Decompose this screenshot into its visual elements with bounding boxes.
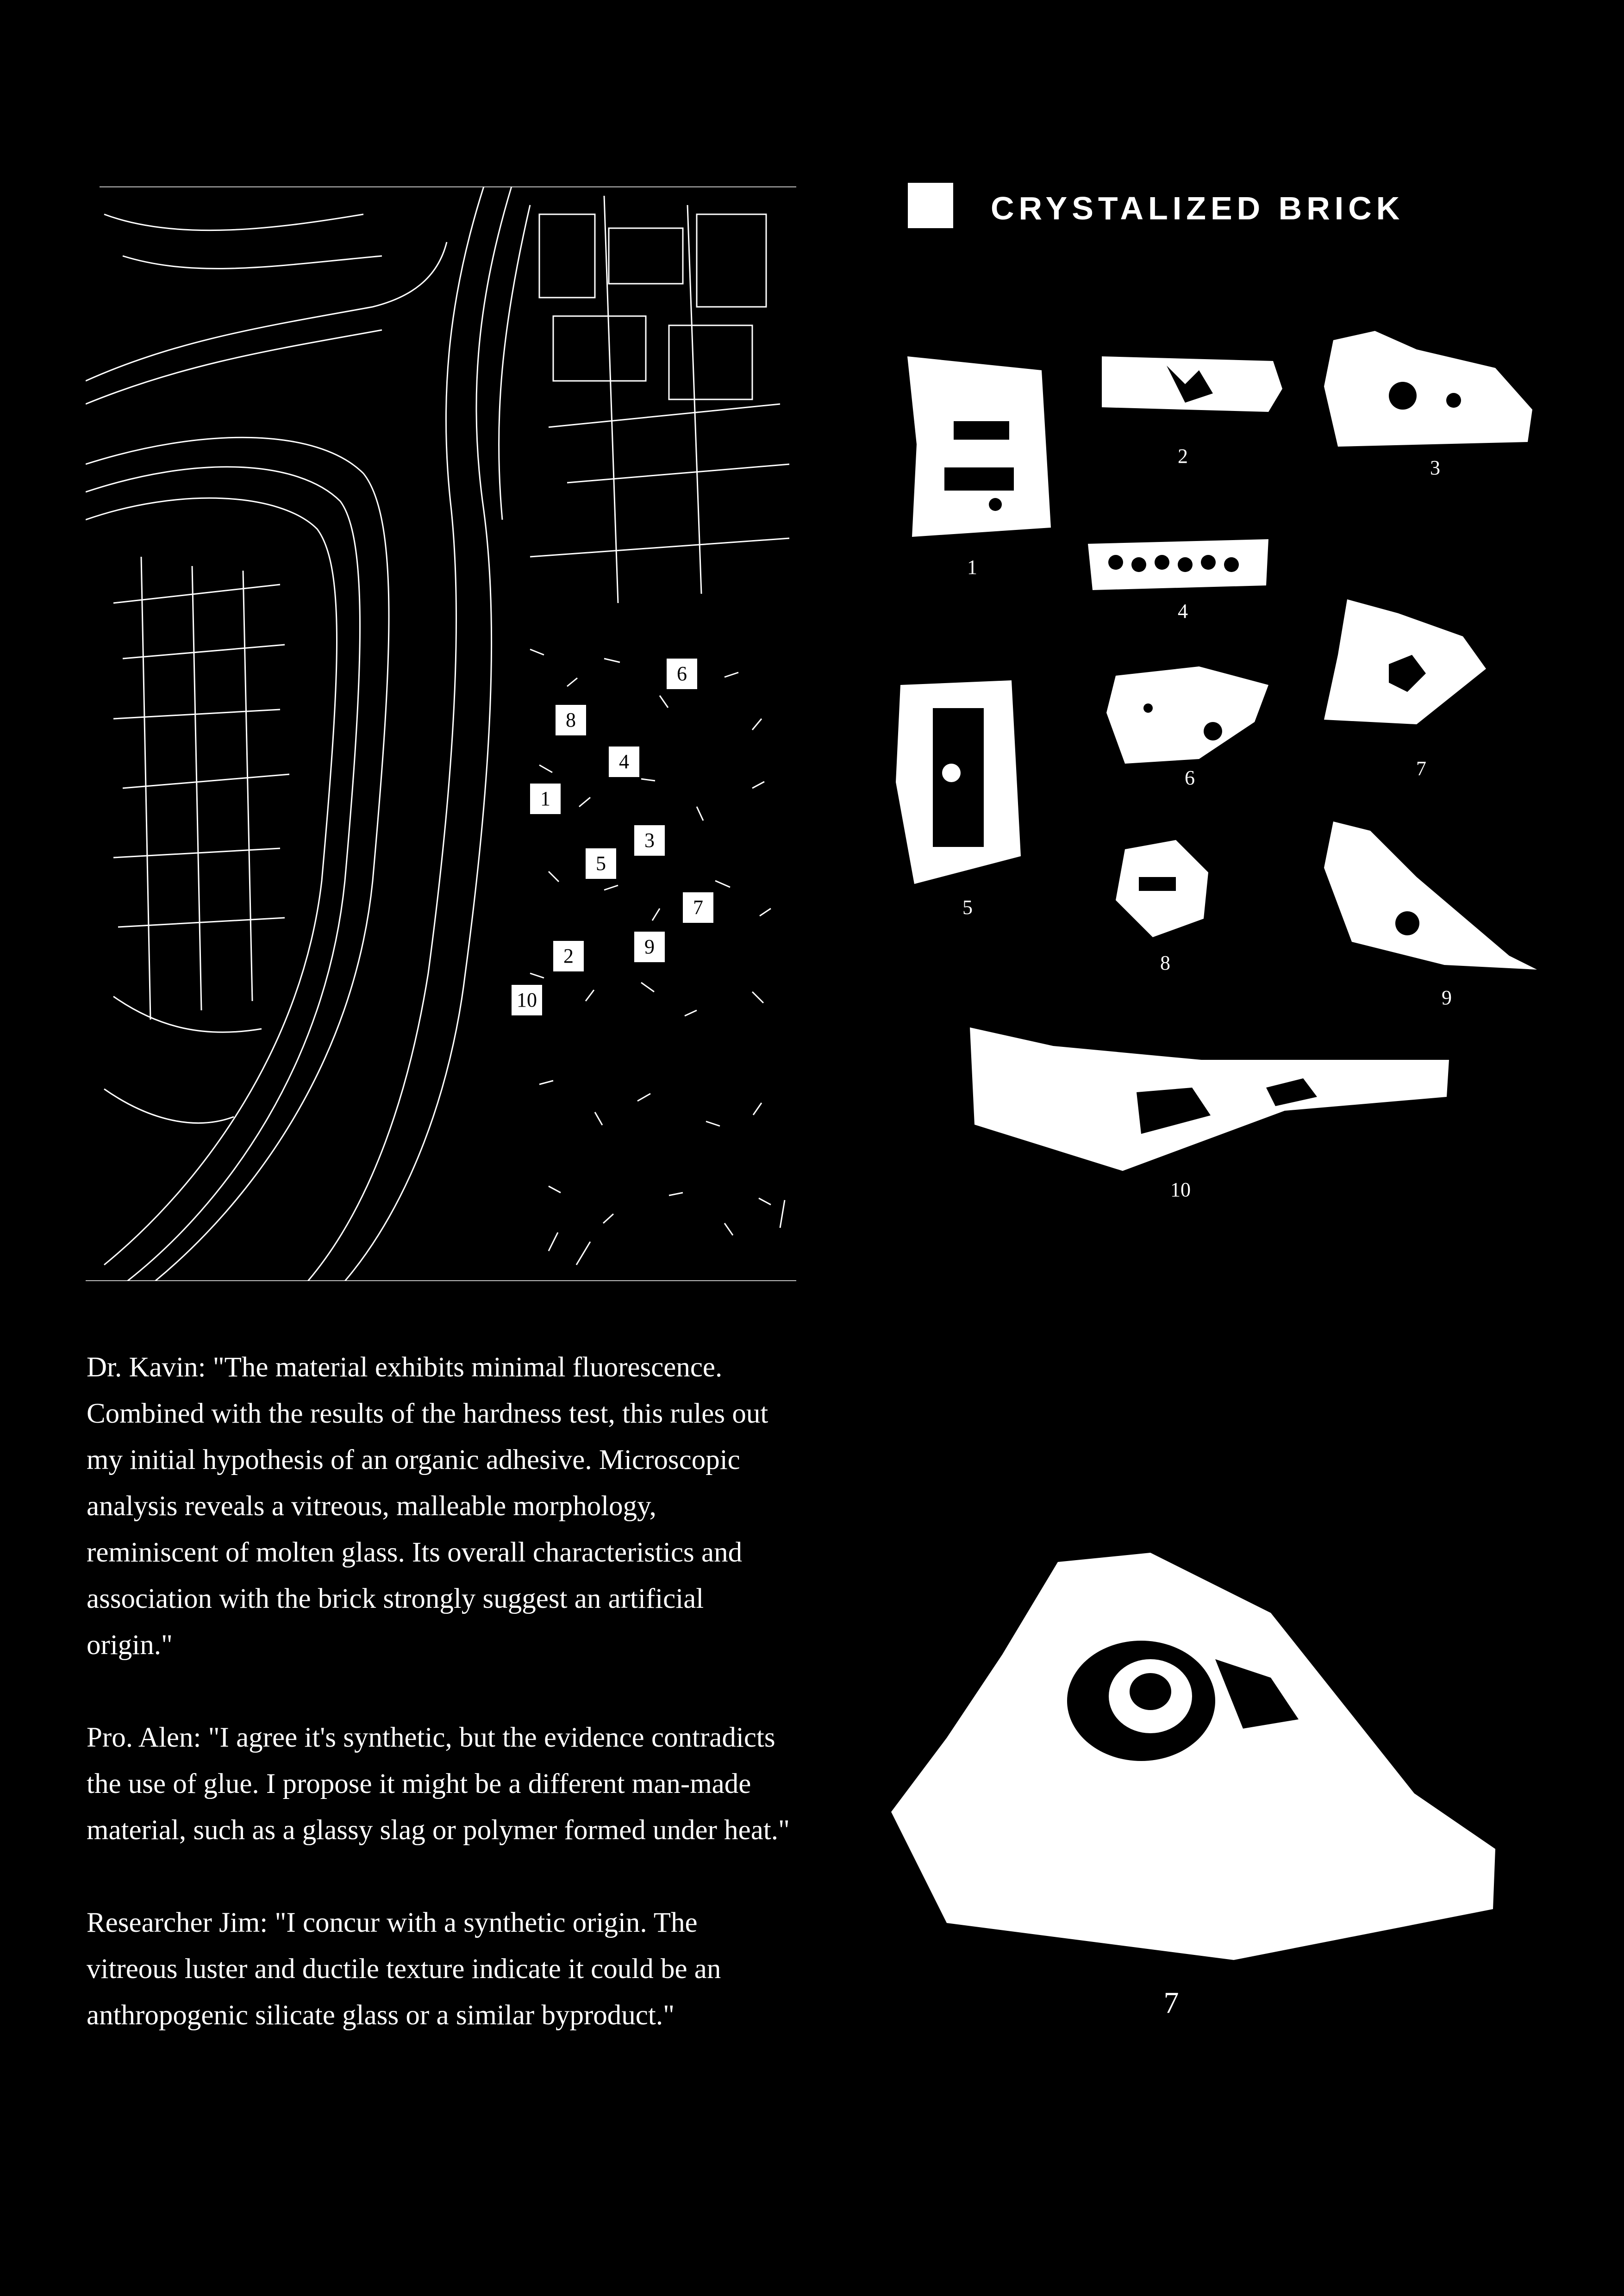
- map-marker-9: 9: [634, 932, 665, 962]
- site-map: [86, 187, 796, 1281]
- sample-2-label: 2: [1178, 445, 1188, 467]
- sample-6-label: 6: [1185, 766, 1195, 789]
- sample-3-label: 3: [1430, 456, 1440, 479]
- map-marker-10: 10: [512, 985, 542, 1015]
- legend-title: CRYSTALIZED BRICK: [991, 190, 1405, 226]
- sample-9-label: 9: [1442, 986, 1452, 1009]
- map-marker-6: 6: [667, 659, 697, 689]
- map-marker-1: 1: [530, 784, 561, 814]
- site-map-outline-drawing: [86, 187, 796, 1281]
- sample-9-image: [1324, 821, 1537, 970]
- note-pro-alen: Pro. Alen: "I agree it's synthetic, but the evidence contradicts the use of glue. I propose it might be a different man-made material, such as a glassy slag or polymer formed under heat.": [87, 1722, 790, 1846]
- note-dr-kavin: Dr. Kavin: "The material exhibits minimal fluorescence. Combined with the results of the hardness test, this rules out my initial hypothesis of an organic adhesive. Microscopic analysis reveals a vitreous, malleable morphology, reminiscent of molten glass. Its overall characteristics and association with the brick strongly suggest an artificial origin.": [87, 1352, 768, 1661]
- sample-6-image: [1106, 666, 1268, 764]
- map-marker-5: 5: [586, 848, 616, 879]
- sample-8-label: 8: [1160, 952, 1170, 974]
- sample-5-image: [896, 680, 1025, 884]
- sample-10-label: 10: [1170, 1178, 1191, 1201]
- sample-4-image: [1088, 539, 1268, 590]
- researcher-notes: [87, 1344, 790, 2085]
- map-marker-2: 2: [553, 941, 584, 971]
- map-marker-3: 3: [634, 825, 665, 856]
- sample-7-label: 7: [1416, 757, 1426, 780]
- sample-1-label: 1: [967, 556, 977, 579]
- map-marker-4: 4: [609, 747, 639, 777]
- sample-10-image: [970, 1027, 1449, 1171]
- sample-7-detail-label: 7: [1163, 1986, 1179, 2020]
- note-researcher-jim: Researcher Jim: "I concur with a synthetic origin. The vitreous luster and ductile texture indicate it could be an anthropogenic silicate glass or a similar byproduct.": [87, 1907, 721, 2031]
- sample-8-image: [1116, 840, 1213, 937]
- map-marker-7: 7: [683, 892, 713, 923]
- sample-1-image: [903, 352, 1056, 541]
- sample-7-detail-image: [891, 1553, 1502, 1960]
- sample-4-label: 4: [1178, 600, 1188, 622]
- sample-3-image: [1324, 331, 1532, 447]
- sample-5-label: 5: [962, 896, 973, 919]
- sample-7-image: [1324, 599, 1486, 724]
- legend-swatch: [908, 183, 953, 228]
- map-marker-8: 8: [556, 705, 586, 735]
- sample-2-image: [1102, 356, 1282, 417]
